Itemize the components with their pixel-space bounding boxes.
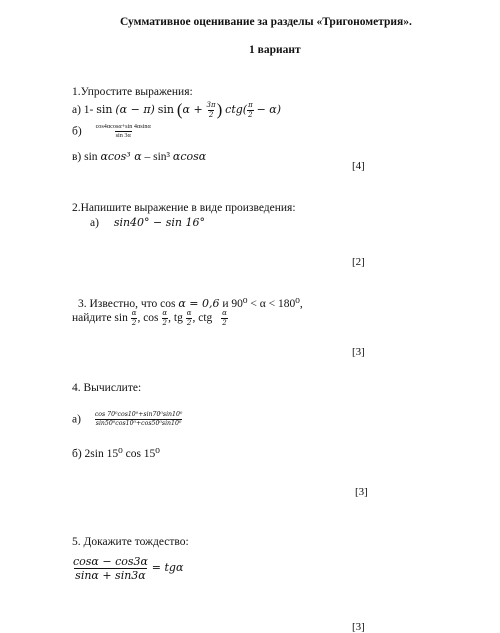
q1-b-den: sin 3α [115,132,131,140]
q3-cos-frac-num: α [162,309,168,317]
q5-den: sinα + sin3α [75,569,146,582]
q1-a-frac-den: 2 [208,110,214,119]
q1-a-frac [206,102,217,119]
q5-frac [72,556,149,581]
q3-ctg-frac-den: 2 [222,319,227,327]
q1-c-expr: αcos³ α [100,150,142,163]
q2-heading: 2.Напишите выражение в виде произведения: [72,202,296,214]
q4-a-frac [94,412,184,427]
q3-score: [3] [352,346,365,358]
q3-ctg-frac [221,310,228,327]
q1-a-sin2: sin [157,103,174,116]
q1-b-expression [72,124,152,139]
q3-line2 [72,310,228,327]
q5-rhs: = tgα [151,561,184,575]
q1-a-ctg: ctg( [225,103,248,116]
q1-a-arg1: (α − π) [115,103,155,116]
q2-a-expression [90,216,205,229]
q3-line1-mid: и 90⁰ < α < 180⁰, [222,298,303,310]
q1-a-open-paren: ( [176,100,183,119]
q4-score: [3] [355,486,368,498]
q3-ctg: , ctg [192,312,213,325]
q3-ctg-frac-num: α [222,309,227,317]
q4-a-num: cos 70⁰cos10⁰+sin70⁰sin10⁰ [94,411,183,418]
document-title: Суммативное оценивание за разделы «Тригонометрия». [120,16,412,28]
q1-b-label: б) [72,125,82,138]
q1-a-expression [72,100,281,120]
q2-score: [2] [352,256,365,268]
q1-a-ctg-frac-den: 2 [248,110,253,119]
q1-heading: 1.Упростите выражения: [72,86,193,98]
q1-c-minus: – sin³ [144,151,171,163]
q3-line1 [78,296,303,310]
q1-c-tail: αcosα [172,150,207,163]
q1-a-close-paren: ) [216,100,223,119]
q3-tg: , tg [168,312,183,325]
q3-tg-frac-den: 2 [186,319,192,327]
q2-a-label: а) [90,217,99,229]
variant-label: 1 вариант [249,44,301,56]
q1-c-expression [72,150,206,163]
q4-a-den: sin50⁰cos10⁰+cos50⁰sin10⁰ [95,420,182,428]
q3-line2-pre: найдите sin [72,312,128,325]
q3-sin-frac-den: 2 [131,319,137,327]
q3-line1-math: α = 0,6 [178,297,220,310]
q4-a-expression [72,412,183,427]
q1-a-ctg-tail: − α) [256,103,281,116]
q1-a-frac-num: 3π [206,100,216,109]
q2-a-expr: sin40° − sin 16° [113,216,206,229]
q3-sin-frac-num: α [131,309,137,317]
q5-score: [3] [352,621,365,633]
q3-line1-pre: 3. Известно, что cos [78,298,176,310]
q1-b-frac [95,124,152,139]
q3-tg-frac-num: α [186,309,192,317]
q1-b-num: cos4αcosα+sin 4αsinα [95,123,151,130]
q4-a-label: а) [72,413,81,426]
q4-b-expression: б) 2sin 15⁰ cos 15⁰ [72,448,160,460]
q1-a-ctg-frac [247,102,254,119]
q3-cos-frac-den: 2 [162,319,168,327]
q5-heading: 5. Докажите тождество: [72,536,189,548]
q1-a-label: а) 1- [72,104,94,116]
q1-a-ctg-frac-num: π [248,100,253,109]
q1-c-label: в) sin [72,151,98,163]
q4-heading: 4. Вычислите: [72,382,142,394]
q1-score: [4] [352,160,365,172]
q5-num: cosα − cos3α [73,555,148,568]
q5-identity [72,556,183,581]
q1-a-arg2: α + [182,103,203,116]
q3-cos: , cos [137,312,159,325]
q1-a-sin1: sin [96,103,113,116]
